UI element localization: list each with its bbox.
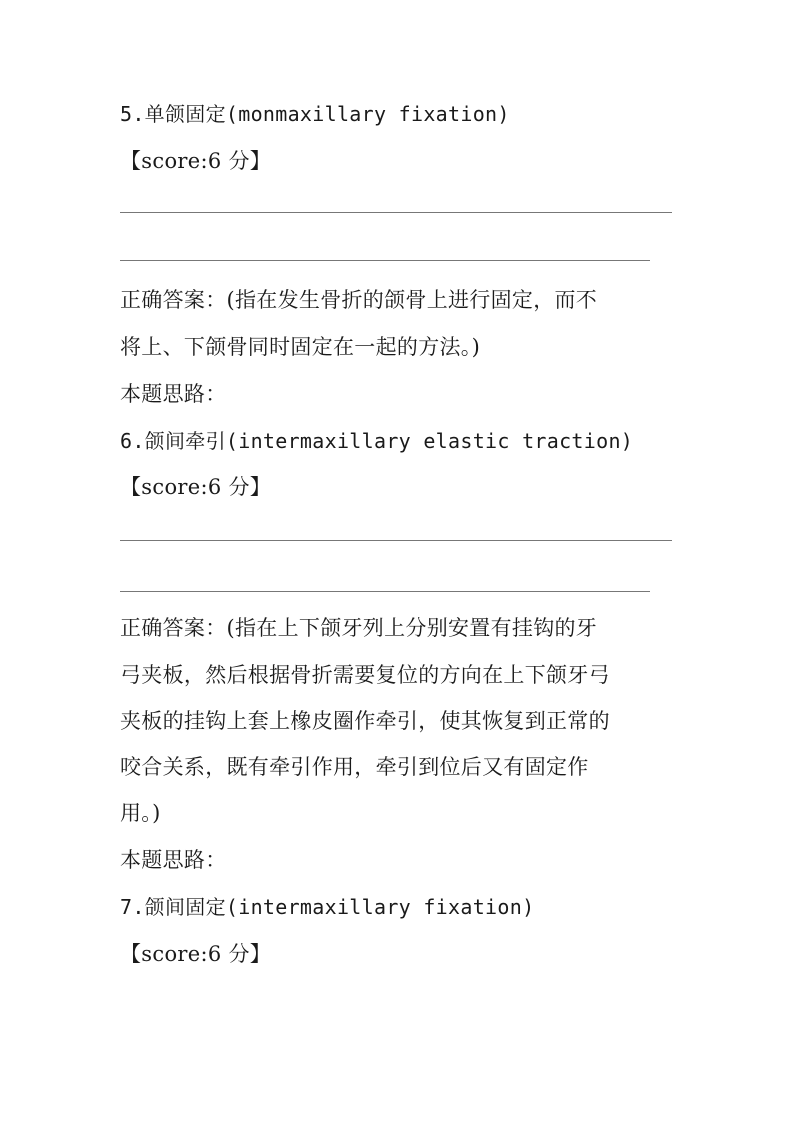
answer-blank-line bbox=[120, 212, 672, 213]
answer-blank-line bbox=[120, 591, 650, 592]
question-5-title: 5.单颌固定(monmaxillary fixation) bbox=[120, 102, 510, 126]
question-7-title: 7.颌间固定(intermaxillary fixation) bbox=[120, 895, 535, 919]
question-7-score: 【score:6 分】 bbox=[120, 942, 272, 966]
question-5-answer-line: 正确答案：(指在发生骨折的颌骨上进行固定，而不 bbox=[120, 288, 598, 312]
question-6-title: 6.颌间牵引(intermaxillary elastic traction) bbox=[120, 429, 634, 453]
question-5-score: 【score:6 分】 bbox=[120, 149, 272, 173]
question-6-answer-line: 正确答案：(指在上下颌牙列上分别安置有挂钩的牙 bbox=[120, 616, 598, 640]
question-6-answer-line: 咬合关系，既有牵引作用，牵引到位后又有固定作 bbox=[120, 755, 589, 779]
question-6-answer-line: 夹板的挂钩上套上橡皮圈作牵引，使其恢复到正常的 bbox=[120, 709, 610, 733]
question-6-score: 【score:6 分】 bbox=[120, 475, 272, 499]
question-6-answer-line: 弓夹板，然后根据骨折需要复位的方向在上下颌牙弓 bbox=[120, 663, 610, 687]
answer-blank-line bbox=[120, 540, 672, 541]
question-5-answer-line: 将上、下颌骨同时固定在一起的方法。) bbox=[120, 335, 481, 359]
question-6-hint: 本题思路： bbox=[120, 848, 227, 872]
answer-blank-line bbox=[120, 260, 650, 261]
question-6-answer-line: 用。) bbox=[120, 801, 161, 825]
question-5-hint: 本题思路： bbox=[120, 382, 227, 406]
